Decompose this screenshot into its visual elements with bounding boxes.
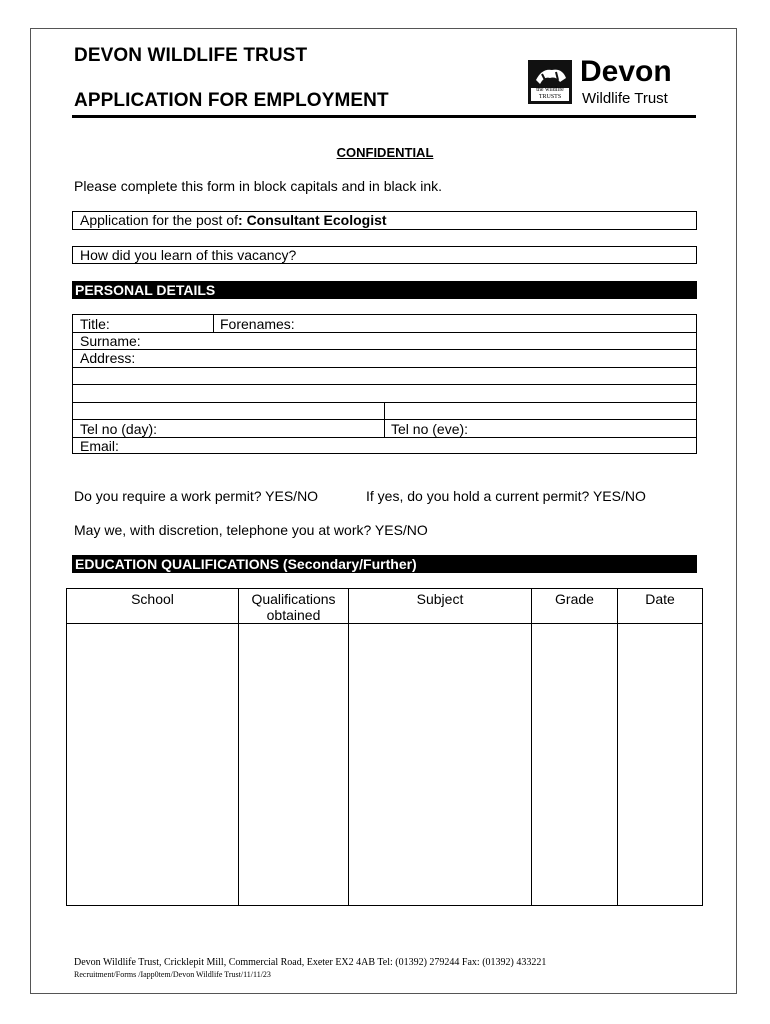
- column-header-date: Date: [645, 591, 675, 607]
- post-label: Application for the post of: [80, 212, 238, 228]
- vacancy-field[interactable]: [72, 246, 697, 264]
- work-permit-question: Do you require a work permit? YES/NO: [74, 488, 319, 504]
- post-field[interactable]: [72, 211, 697, 230]
- tel-eve-field[interactable]: Tel no (eve):: [391, 421, 469, 437]
- logo-brand: Devon: [580, 55, 672, 88]
- education-heading: EDUCATION QUALIFICATIONS (Secondary/Further): [72, 555, 697, 573]
- header-rule: [72, 115, 696, 118]
- org-title: DEVON WILDLIFE TRUST: [74, 45, 308, 66]
- footer-ref: Recruitment/Forms /Iapp0tem/Devon Wildlife Trust/11/11/23: [74, 970, 271, 979]
- tel-day-field[interactable]: Tel no (day):: [80, 421, 158, 437]
- post-value: Consultant Ecologist: [246, 212, 387, 228]
- email-field[interactable]: Email:: [80, 438, 119, 454]
- surname-field[interactable]: Surname:: [80, 333, 141, 349]
- vacancy-question: How did you learn of this vacancy?: [80, 247, 297, 263]
- telephone-question: May we, with discretion, telephone you at work? YES/NO: [74, 522, 428, 538]
- form-title: APPLICATION FOR EMPLOYMENT: [74, 90, 389, 111]
- logo-mark-text: the wildlife TRUSTS: [536, 87, 564, 100]
- column-header-school: School: [131, 591, 174, 607]
- forenames-field[interactable]: Forenames:: [220, 316, 295, 332]
- personal-details-table: [72, 314, 697, 454]
- current-permit-question: If yes, do you hold a current permit? YES/NO: [366, 488, 646, 504]
- personal-details-heading: PERSONAL DETAILS: [72, 281, 697, 299]
- confidential-label: CONFIDENTIAL: [336, 145, 434, 160]
- education-entry-area[interactable]: [67, 624, 702, 905]
- post-separator: :: [238, 212, 243, 228]
- column-header-subject: Subject: [416, 591, 464, 607]
- footer-address: Devon Wildlife Trust, Cricklepit Mill, Commercial Road, Exeter EX2 4AB Tel: (01392) 279244 Fax: (01392) 433221: [74, 957, 547, 968]
- column-header-grade: Grade: [555, 591, 594, 607]
- title-field[interactable]: Title:: [80, 316, 110, 332]
- address-field[interactable]: Address:: [80, 350, 136, 366]
- instructions: Please complete this form in block capitals and in black ink.: [74, 178, 443, 194]
- education-table: [66, 588, 703, 906]
- badger-icon: [528, 60, 572, 104]
- logo-sub: Wildlife Trust: [582, 90, 668, 107]
- column-header-qualifications: Qualifications obtained: [251, 591, 336, 623]
